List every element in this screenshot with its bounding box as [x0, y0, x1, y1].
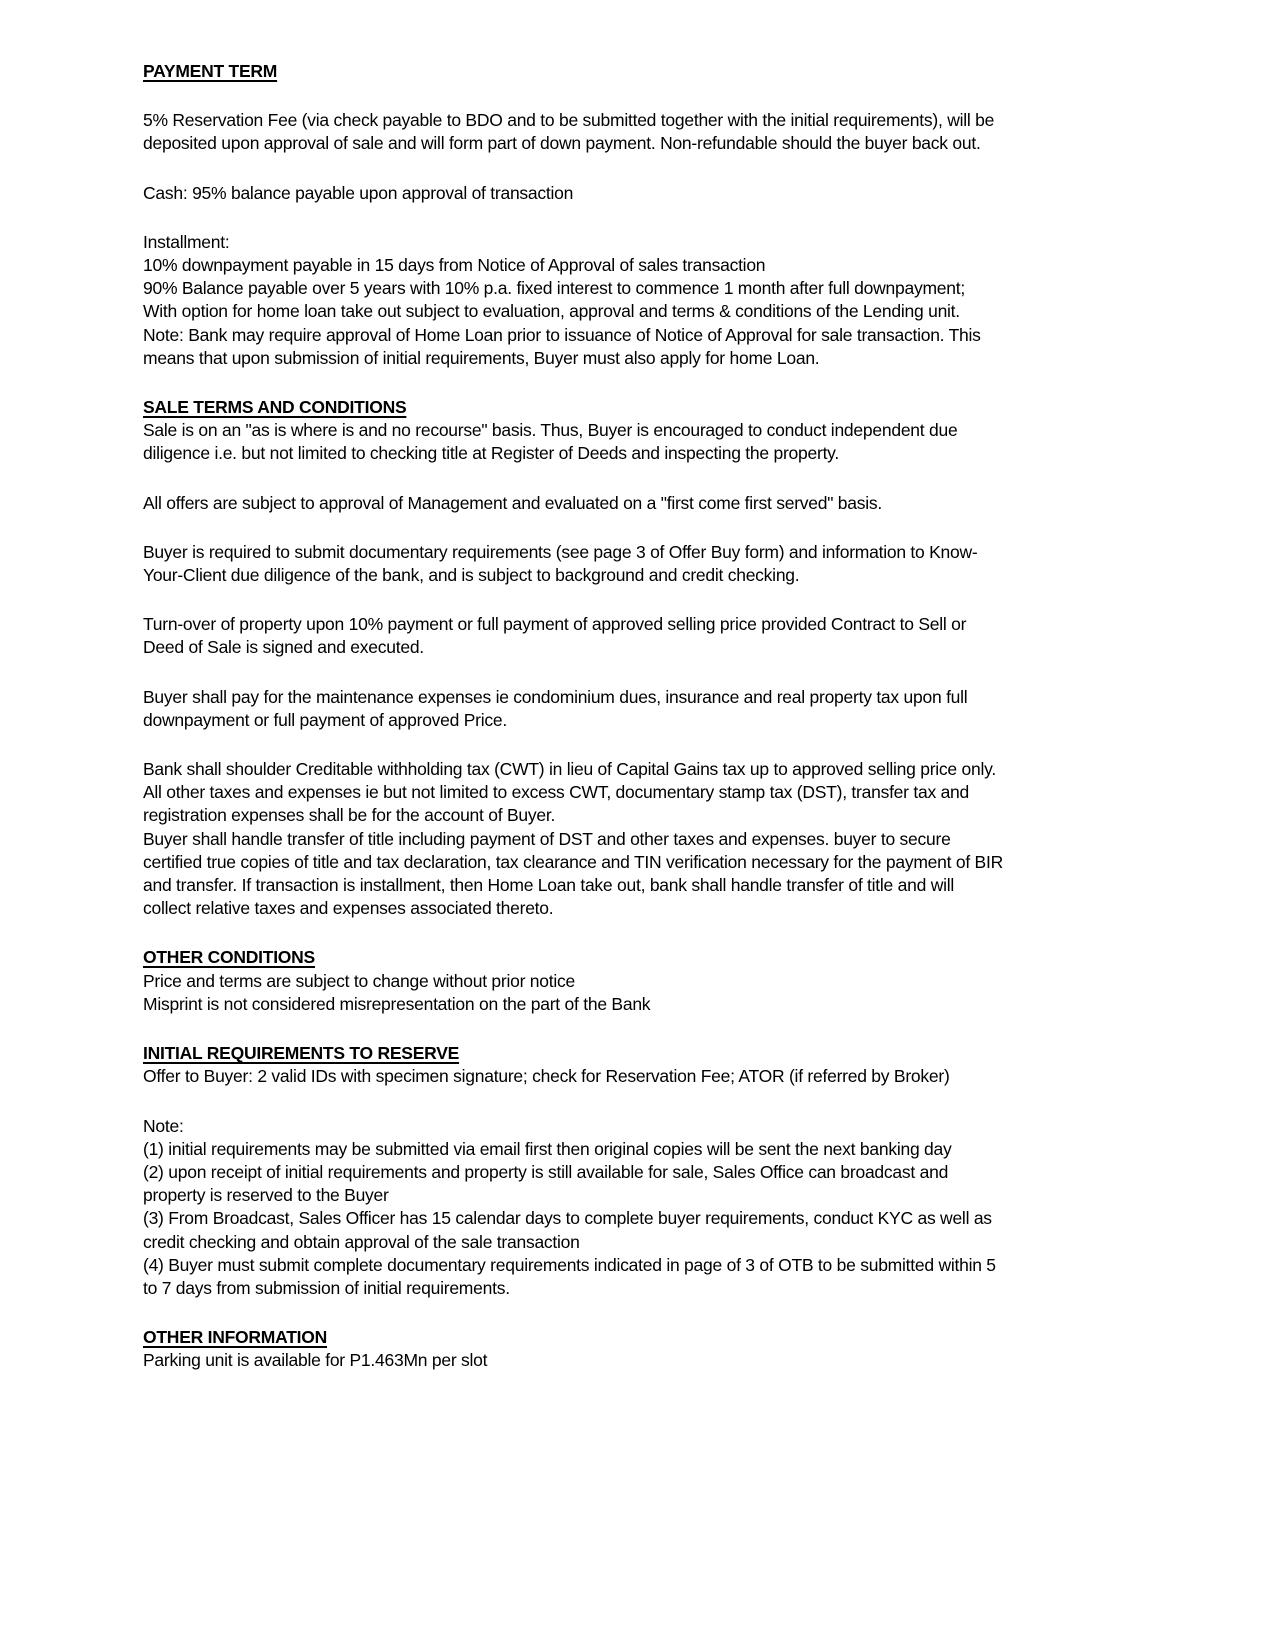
- paragraph-line: certified true copies of title and tax declaration, tax clearance and TIN verification necessary for the payment of BIR: [143, 851, 1003, 872]
- paragraph-line: Cash: 95% balance payable upon approval of transaction: [143, 182, 574, 203]
- paragraph-line: (3) From Broadcast, Sales Officer has 15 calendar days to complete buyer requirements, conduct KYC as well as: [143, 1208, 992, 1229]
- paragraph-line: Turn-over of property upon 10% payment or full payment of approved selling price provided Contract to Sell or: [143, 614, 967, 635]
- document-body: [143, 60, 1173, 1399]
- paragraph-line: 90% Balance payable over 5 years with 10% p.a. fixed interest to commence 1 month after full downpayment;: [143, 278, 965, 299]
- paragraph-line: Price and terms are subject to change without prior notice: [143, 970, 575, 991]
- paragraph-line: With option for home loan take out subject to evaluation, approval and terms & conditions of the Lending unit.: [143, 301, 960, 322]
- paragraph-line: All offers are subject to approval of Management and evaluated on a "first come first served" basis.: [143, 492, 883, 513]
- paragraph-line: to 7 days from submission of initial requirements.: [143, 1277, 510, 1298]
- paragraph-gap: [143, 660, 1173, 686]
- paragraph-gap: [143, 920, 1173, 946]
- paragraph-line: property is reserved to the Buyer: [143, 1185, 389, 1206]
- blank-after-heading: [143, 83, 1173, 109]
- section-heading-other-conditions: OTHER CONDITIONS: [143, 947, 315, 968]
- paragraph-line: All other taxes and expenses ie but not limited to excess CWT, documentary stamp tax (DST), transfer tax and: [143, 782, 970, 803]
- section-heading-initial-requirements-to-reserve: INITIAL REQUIREMENTS TO RESERVE: [143, 1043, 460, 1064]
- paragraph-line: deposited upon approval of sale and will form part of down payment. Non-refundable should the buyer back out.: [143, 133, 981, 154]
- paragraph-line: Misprint is not considered misrepresentation on the part of the Bank: [143, 993, 651, 1014]
- paragraph-line: Your-Client due diligence of the bank, and is subject to background and credit checking.: [143, 565, 800, 586]
- paragraph-gap: [143, 1373, 1173, 1399]
- paragraph-line: Bank shall shoulder Creditable withholding tax (CWT) in lieu of Capital Gains tax up to approved selling price only.: [143, 759, 996, 780]
- paragraph-line: 5% Reservation Fee (via check payable to BDO and to be submitted together with the initial requirements), will be: [143, 110, 995, 131]
- paragraph-gap: [143, 515, 1173, 541]
- paragraph-gap: [143, 205, 1173, 231]
- paragraph-line: Parking unit is available for P1.463Mn per slot: [143, 1350, 488, 1371]
- section-heading-sale-terms-and-conditions: SALE TERMS AND CONDITIONS: [143, 397, 407, 418]
- paragraph-line: means that upon submission of initial requirements, Buyer must also apply for home Loan.: [143, 347, 820, 368]
- paragraph-line: Buyer shall pay for the maintenance expenses ie condominium dues, insurance and real property tax upon full: [143, 686, 968, 707]
- paragraph-line: downpayment or full payment of approved Price.: [143, 709, 507, 730]
- paragraph-gap: [143, 1016, 1173, 1042]
- paragraph-line: Buyer is required to submit documentary requirements (see page 3 of Offer Buy form) and information to Know-: [143, 541, 978, 562]
- paragraph-gap: [143, 1300, 1173, 1326]
- paragraph-line: Sale is on an "as is where is and no recourse" basis. Thus, Buyer is encouraged to conduct independent due: [143, 420, 958, 441]
- paragraph-gap: [143, 466, 1173, 492]
- paragraph-line: Deed of Sale is signed and executed.: [143, 637, 424, 658]
- paragraph-gap: [143, 370, 1173, 396]
- paragraph-line: (4) Buyer must submit complete documentary requirements indicated in page of 3 of OTB to be submitted within 5: [143, 1254, 996, 1275]
- paragraph-gap: [143, 732, 1173, 758]
- paragraph-line: 10% downpayment payable in 15 days from Notice of Approval of sales transaction: [143, 255, 766, 276]
- paragraph-line: Buyer shall handle transfer of title including payment of DST and other taxes and expenses. buyer to secure: [143, 828, 951, 849]
- paragraph-gap: [143, 1089, 1173, 1115]
- paragraph-line: credit checking and obtain approval of the sale transaction: [143, 1231, 580, 1252]
- section-heading-other-information: OTHER INFORMATION: [143, 1327, 328, 1348]
- paragraph-line: Offer to Buyer: 2 valid IDs with specimen signature; check for Reservation Fee; ATOR (if referred by Broker): [143, 1066, 950, 1087]
- paragraph-gap: [143, 156, 1173, 182]
- paragraph-line: Note:: [143, 1115, 184, 1136]
- paragraph-line: and transfer. If transaction is installment, then Home Loan take out, bank shall handle transfer of title and will: [143, 875, 954, 896]
- paragraph-line: Installment:: [143, 231, 230, 252]
- paragraph-line: registration expenses shall be for the account of Buyer.: [143, 805, 556, 826]
- paragraph-line: (1) initial requirements may be submitted via email first then original copies will be sent the next banking day: [143, 1138, 952, 1159]
- paragraph-gap: [143, 587, 1173, 613]
- paragraph-line: collect relative taxes and expenses associated thereto.: [143, 898, 554, 919]
- paragraph-line: (2) upon receipt of initial requirements and property is still available for sale, Sales Office can broadcast and: [143, 1161, 949, 1182]
- section-heading-payment-term: PAYMENT TERM: [143, 61, 278, 81]
- paragraph-line: Note: Bank may require approval of Home Loan prior to issuance of Notice of Approval for sale transaction. This: [143, 324, 981, 345]
- paragraph-line: diligence i.e. but not limited to checking title at Register of Deeds and inspecting the property.: [143, 443, 839, 464]
